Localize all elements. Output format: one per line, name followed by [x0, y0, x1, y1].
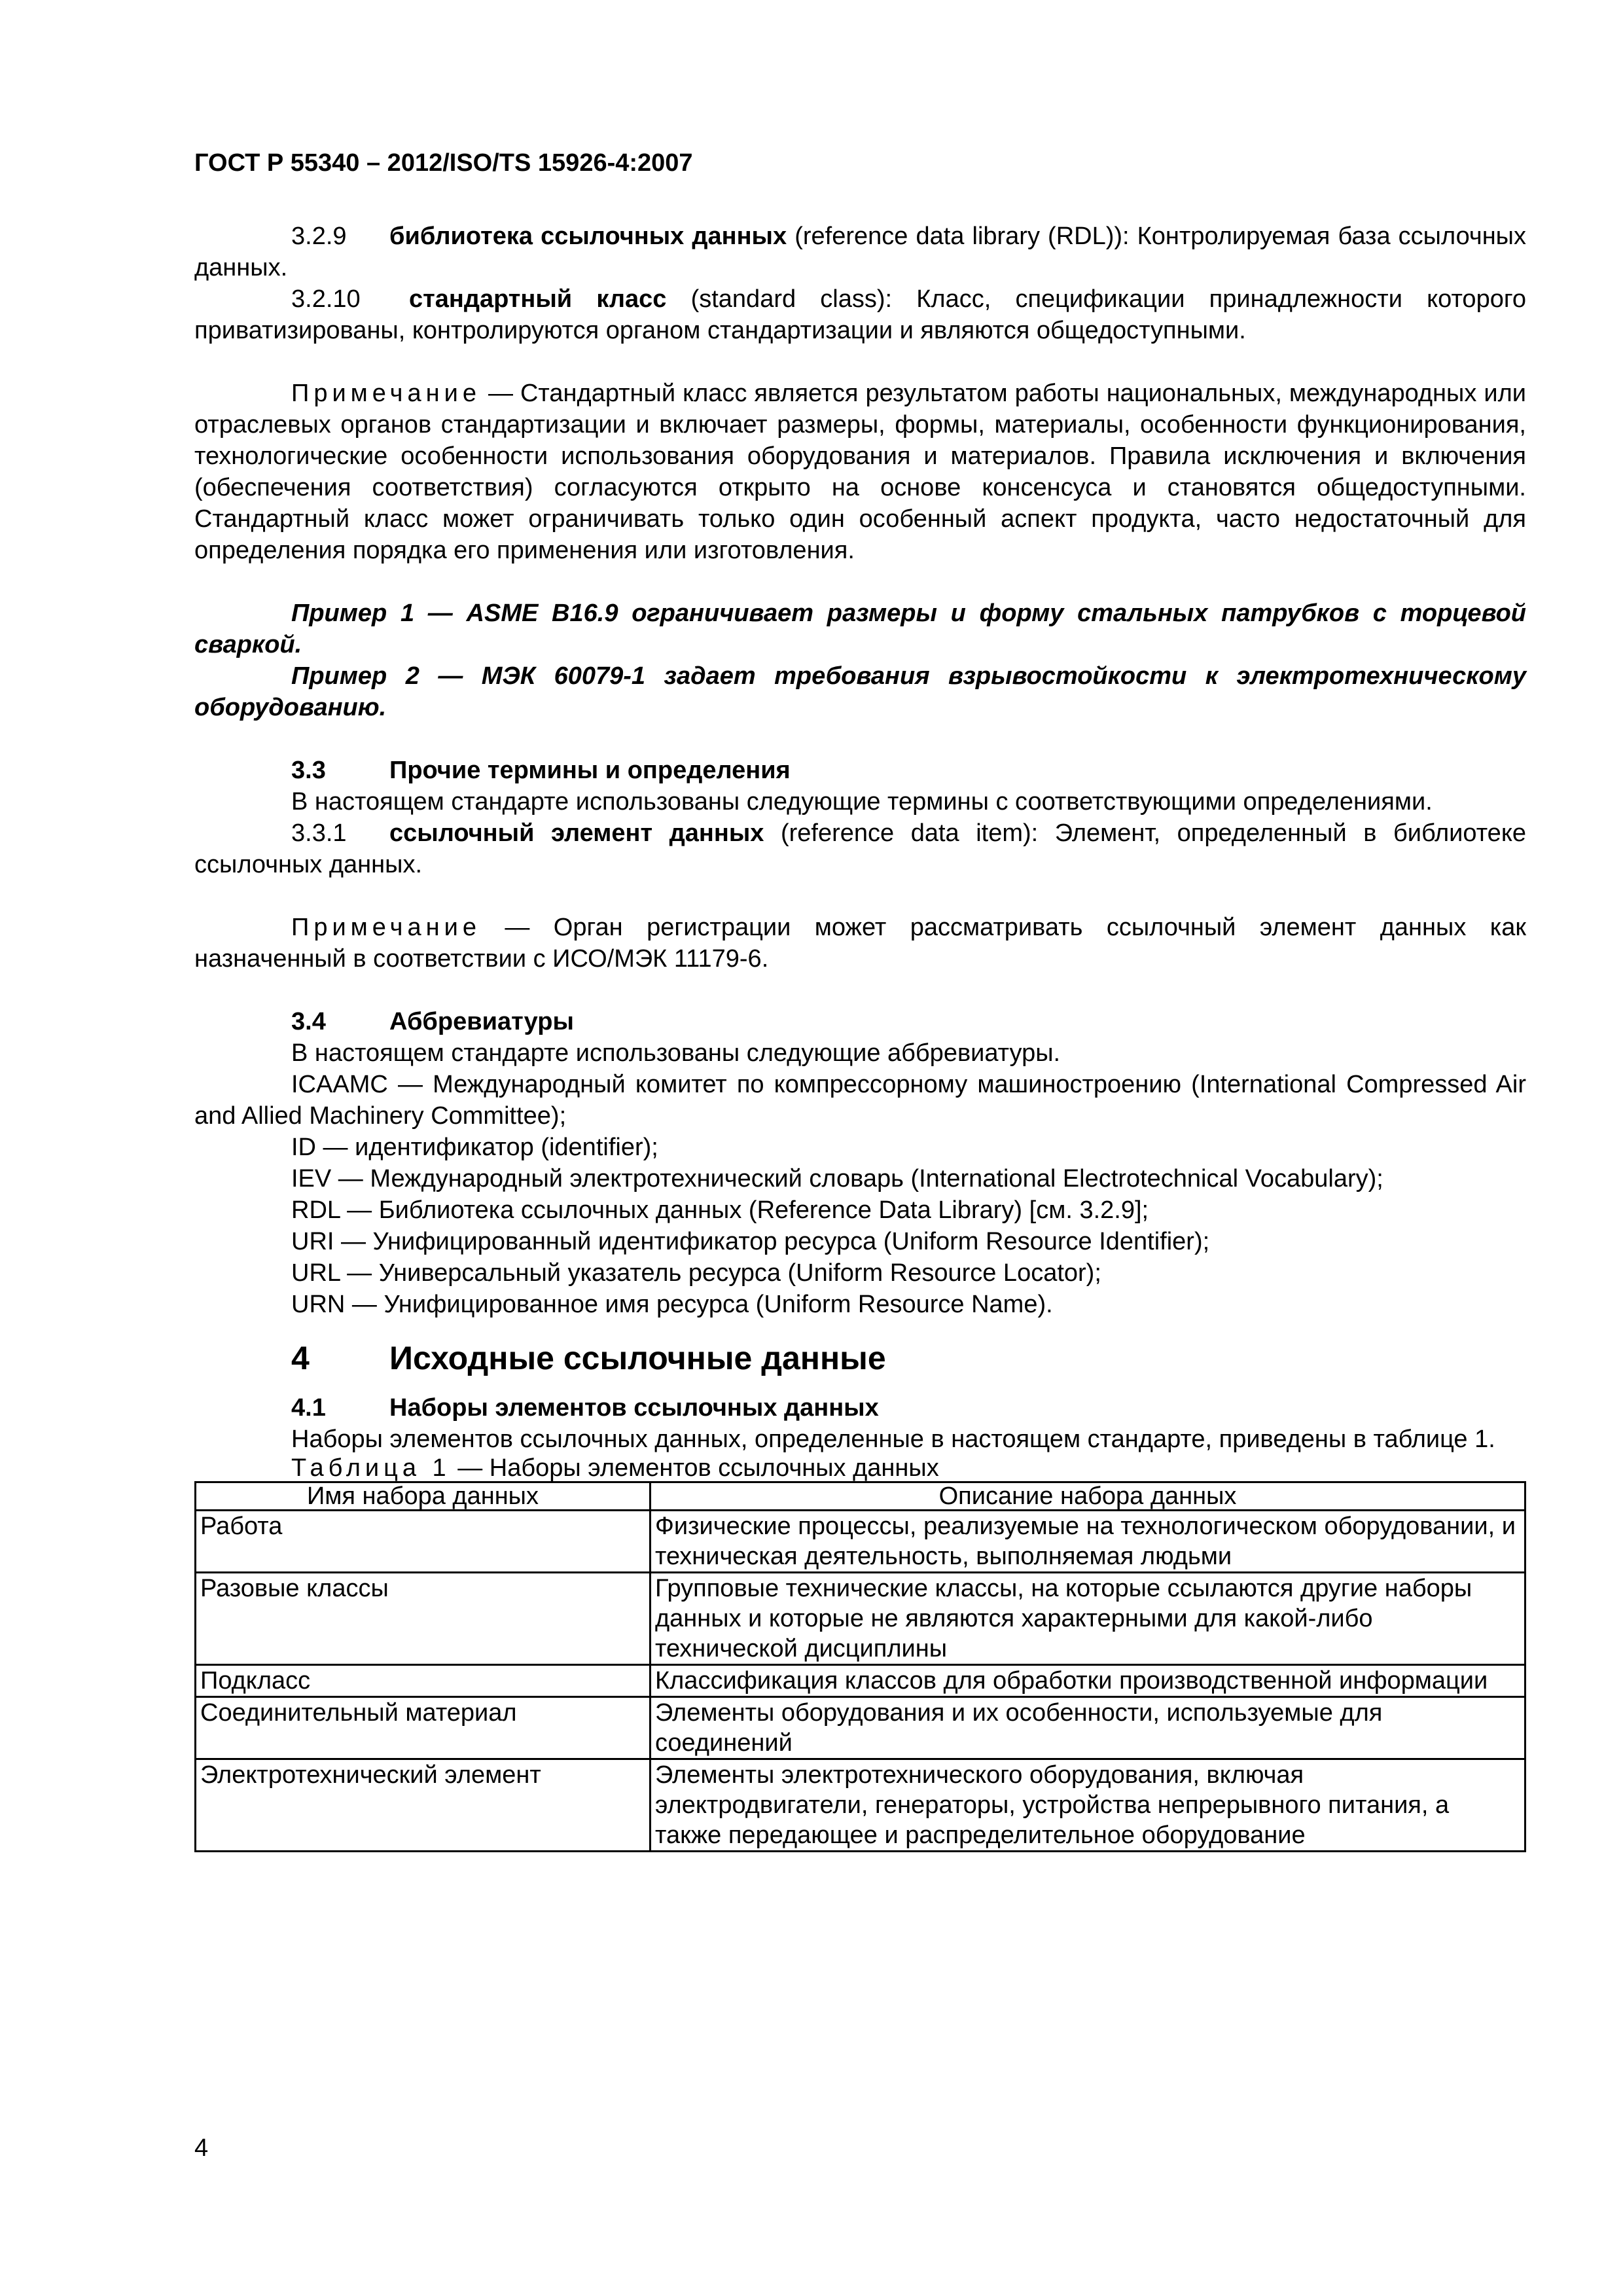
column-header: Описание набора данных [651, 1482, 1525, 1511]
page-number: 4 [194, 2134, 209, 2162]
table-row [196, 1759, 1525, 1852]
table-row [196, 1697, 1525, 1759]
document-page [194, 147, 1526, 1852]
table-cell: Групповые технические классы, на которые ссылаются другие наборы данных и которые не являются характерными для какой-либо технической дисциплины [651, 1573, 1525, 1665]
section-3-4-heading: 3.4 Аббревиатуры [291, 1008, 574, 1035]
abbreviation-item: URL — Универсальный указатель ресурса (Uniform Resource Locator); [291, 1259, 1101, 1287]
section-4-1-heading: 4.1 Наборы элементов ссылочных данных [291, 1394, 879, 1422]
note-label: Примечание [291, 914, 481, 941]
table-cell: Соединительный материал [196, 1697, 651, 1759]
term-name: стандартный класс [409, 285, 667, 313]
column-header: Имя набора данных [196, 1482, 651, 1511]
table-row [196, 1511, 1525, 1573]
table-cell: Классификация классов для обработки производственной информации [651, 1665, 1525, 1697]
term-name: ссылочный элемент данных [389, 819, 764, 847]
section-4-heading: 4 Исходные ссылочные данные [291, 1340, 886, 1376]
abbreviation-item: ICAAMC — Международный комитет по компрессорному машиностроению (International Compressed Air and Allied Machinery Committee); [194, 1071, 1526, 1130]
example-1: Пример 1 — ASME B16.9 ограничивает размеры и форму стальных патрубков с торцевой сваркой. [194, 600, 1526, 658]
reference-data-sets-table [194, 1481, 1526, 1852]
table-cell: Работа [196, 1511, 651, 1573]
table-cell: Подкласс [196, 1665, 651, 1697]
abbreviation-item: IEV — Международный электротехнический словарь (International Electrotechnical Vocabulary); [291, 1165, 1383, 1193]
abbreviation-item: URN — Унифицированное имя ресурса (Uniform Resource Name). [291, 1291, 1053, 1318]
table-cell: Элементы электротехнического оборудования, включая электродвигатели, генераторы, устройства непрерывного питания, а также передающее и распределительное оборудование [651, 1759, 1525, 1852]
term-name: библиотека ссылочных данных [389, 223, 787, 250]
table-caption: Таблица 1 — Наборы элементов ссылочных данных [291, 1454, 939, 1482]
term-3-2-10: 3.2.10 стандартный класс (standard class): Класс, спецификации принадлежности которого приватизированы, контролируются органом стандартизации и являются общедоступными. [194, 285, 1526, 344]
section-3-3-heading: 3.3 Прочие термины и определения [291, 757, 791, 784]
note-standard-class: Примечание — Стандартный класс является результатом работы национальных, международных или отраслевых органов стандартизации и включает размеры, формы, материалы, особенности функционирования, технологические особенности использования оборудования и материалов. Правила исключения и включения (обеспечения соответствия) согласуются открыто на основе консенсуса и становятся общедоступными. Стандартный класс может ограничивать только один особенный аспект продукта, часто недостаточный для определения порядка его применения или изготовления. [194, 380, 1526, 564]
example-2: Пример 2 — МЭК 60079-1 задает требования взрывостойкости к электротехническому оборудованию. [194, 662, 1526, 721]
table-row [196, 1665, 1525, 1697]
table-cell: Физические процессы, реализуемые на технологическом оборудовании, и техническая деятельность, выполняемая людьми [651, 1511, 1525, 1573]
table-row [196, 1573, 1525, 1665]
table-cell: Разовые классы [196, 1573, 651, 1665]
section-3-4-intro: В настоящем стандарте использованы следующие аббревиатуры. [291, 1039, 1061, 1067]
abbreviation-item: ID — идентификатор (identifier); [291, 1134, 658, 1161]
abbreviation-item: URI — Унифицированный идентификатор ресурса (Uniform Resource Identifier); [291, 1228, 1210, 1255]
section-4-1-text: Наборы элементов ссылочных данных, определенные в настоящем стандарте, приведены в таблице 1. [291, 1426, 1495, 1453]
note-registration: Примечание — Орган регистрации может рассматривать ссылочный элемент данных как назначенный в соответствии с ИСО/МЭК 11179-6. [194, 914, 1526, 973]
term-3-2-9: 3.2.9 библиотека ссылочных данных (reference data library (RDL)): Контролируемая база ссылочных данных. [194, 223, 1526, 281]
abbreviation-item: RDL — Библиотека ссылочных данных (Reference Data Library) [см. 3.2.9]; [291, 1196, 1149, 1224]
table-header-row [196, 1482, 1525, 1511]
note-label: Примечание [291, 380, 481, 407]
term-3-3-1: 3.3.1 ссылочный элемент данных (reference data item): Элемент, определенный в библиотеке ссылочных данных. [194, 819, 1527, 878]
table-cell: Элементы оборудования и их особенности, используемые для соединений [651, 1697, 1525, 1759]
table-cell: Электротехнический элемент [196, 1759, 651, 1852]
document-header: ГОСТ Р 55340 – 2012/ISO/TS 15926-4:2007 [194, 149, 693, 177]
section-3-3-text: В настоящем стандарте использованы следующие термины с соответствующими определениями. [291, 788, 1433, 816]
